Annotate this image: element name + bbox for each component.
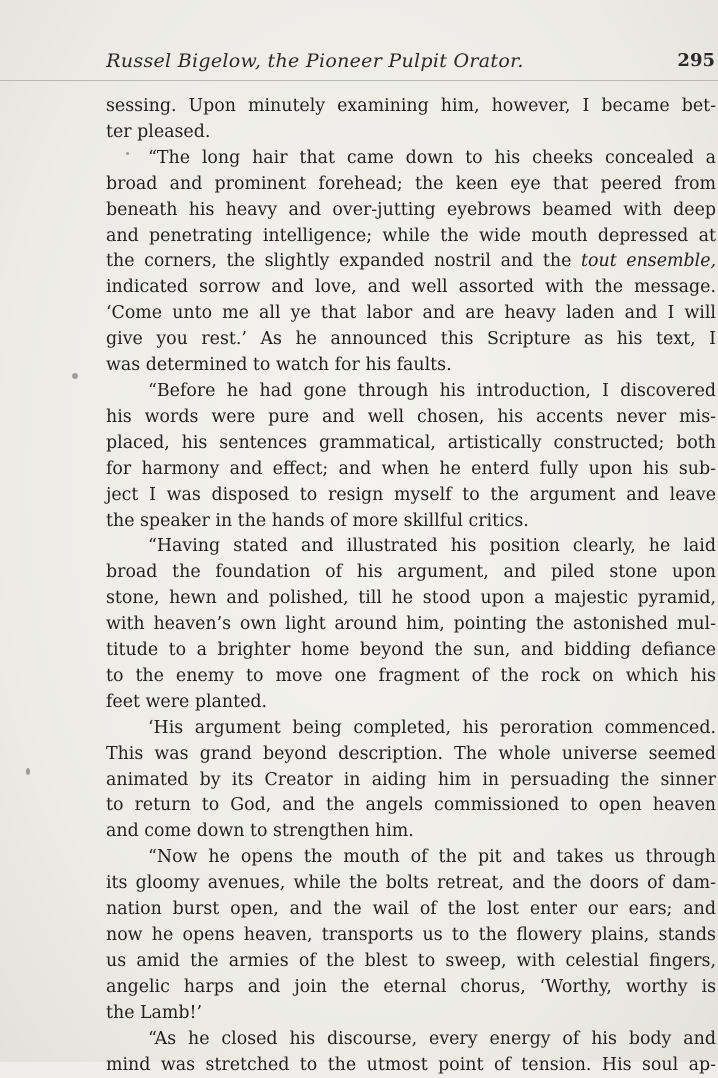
text-line: “Now he opens the mouth of the pit and takes us through [148,847,716,868]
text-line: “Before he had gone through his introduction, I discovered [148,380,716,401]
text-line: ter pleased. [106,121,211,142]
paragraph-5 [106,716,716,846]
text-line: now he opens heaven, transports us to the flowery plains, stands [106,925,716,945]
paragraph-1 [106,94,716,146]
text-line: the Lamb!’ [106,1002,203,1023]
text-line: indicated sorrow and love, and well assorted with the message. [106,277,716,298]
text-line: feet were planted. [106,691,268,712]
paragraph-3 [106,379,716,534]
ink-speck [72,373,78,379]
text-line: ject I was disposed to resign myself to the argument and leave [106,484,716,505]
text-line: “As he closed his discourse, every energy of his body and [148,1028,716,1049]
body-text [106,94,716,1078]
text-line: was determined to watch for his faults. [106,355,452,376]
text-line: nation burst open, and the wail of the lost enter our ears; and [106,899,716,920]
text-line: This was grand beyond description. The whole universe seemed [106,743,716,764]
running-header [0,48,718,81]
text-line: “The long hair that came down to his cheeks concealed a [148,147,716,168]
text-line: us amid the armies of the blest to sweep, with celestial fingers, [106,950,716,971]
text-line: to the enemy to move one fragment of the rock on which his [106,665,716,686]
paragraph-6 [106,845,716,1026]
text-line: for harmony and effect; and when he enterd fully upon his sub- [106,458,716,479]
text-line: mind was stretched to the utmost point of tension. His soul ap- [106,1054,716,1075]
foreign-phrase: tout ensemble, [581,251,717,272]
ink-speck [26,768,30,775]
text-line: and come down to strengthen him. [106,821,414,842]
text-line: stone, hewn and polished, till he stood upon a majestic pyramid, [106,588,716,609]
paragraph-4 [106,534,716,715]
text-line [106,249,716,275]
text-line: to return to God, and the angels commissioned to open heaven [106,795,716,816]
text-line: animated by its Creator in aiding him in persuading the sinner [106,769,716,790]
text-line: titude to a brighter home beyond the sun, and bidding defiance [106,640,716,661]
text-line: “Having stated and illustrated his position clearly, he laid [148,536,716,557]
running-title: Russel Bigelow, the Pioneer Pulpit Orator. [106,50,524,72]
text-line-start: the corners, the slightly expanded nostril and the [106,251,582,272]
text-line: with heaven’s own light around him, pointing the astonished mul- [106,614,716,635]
ink-speck [126,152,129,155]
text-line: its gloomy avenues, while the bolts retreat, and the doors of dam- [106,873,716,894]
text-line: his words were pure and well chosen, his accents never mis- [106,406,716,427]
text-line: the speaker in the hands of more skillful critics. [106,510,529,531]
text-line: give you rest.’ As he announced this Scripture as his text, I [106,329,716,350]
text-line: ‘His argument being completed, his peroration commenced. [148,717,716,738]
paragraph-2 [106,146,716,379]
text-line: sessing. Upon minutely examining him, however, I became bet- [106,96,716,116]
text-line: angelic harps and join the eternal chorus, ‘Worthy, worthy is [106,976,716,997]
text-line: ‘Come unto me all ye that labor and are heavy laden and I will [106,303,716,324]
text-line: broad and prominent forehead; the keen eye that peered from [106,173,716,194]
paragraph-7 [106,1027,716,1078]
text-line: beneath his heavy and over-jutting eyebrows beamed with deep [106,199,716,220]
text-line: broad the foundation of his argument, and piled stone upon [106,562,716,583]
text-line: placed, his sentences grammatical, artistically constructed; both [106,432,716,453]
text-line: and penetrating intelligence; while the wide mouth depressed at [106,225,716,246]
page-number: 295 [677,50,715,71]
